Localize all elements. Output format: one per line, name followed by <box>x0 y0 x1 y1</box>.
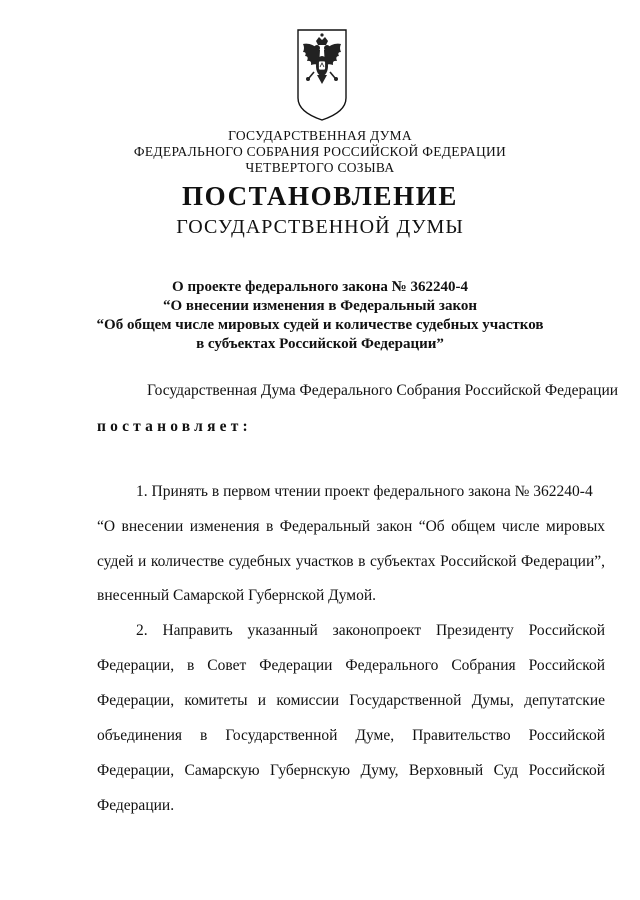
item2-line-1: 2. Направить указанный законопроект Президенту Российской <box>136 622 605 639</box>
item2-line-4: объединения в Государственной Думе, Правительство Российской <box>97 727 605 744</box>
document-title: ПОСТАНОВЛЕНИЕ <box>182 181 458 211</box>
header-line-1: ГОСУДАРСТВЕННАЯ ДУМА <box>228 128 412 143</box>
subject-line-1: О проекте федерального закона № 362240-4 <box>172 279 468 295</box>
item2-line-3: Федерации, комитеты и комиссии Государственной Думы, депутатские <box>97 692 605 709</box>
header-line-2: ФЕДЕРАЛЬНОГО СОБРАНИЯ РОССИЙСКОЙ ФЕДЕРАЦИИ <box>133 144 507 159</box>
subject-line-2: “О внесении изменения в Федеральный закон <box>162 298 478 314</box>
item2-line-6: Федерации. <box>97 797 175 814</box>
header-line-3: ЧЕТВЕРТОГО СОЗЫВА <box>245 160 395 175</box>
item1-line-3: судей и количестве судебных участков в субъектах Российской Федерации”, <box>97 553 605 570</box>
russian-coat-of-arms-icon <box>295 28 349 122</box>
coat-of-arms-emblem <box>295 28 349 122</box>
resolves-word: постановляет: <box>97 418 252 435</box>
item1-line-2: “О внесении изменения в Федеральный закон “Об общем числе мировых <box>97 518 605 535</box>
item1-line-4: внесенный Самарской Губернской Думой. <box>97 587 377 604</box>
intro-text: Государственная Дума Федерального Собрания Российской Федерации <box>147 382 619 399</box>
item2-line-2: Федерации, в Совет Федерации Федерального Собрания Российской <box>97 657 605 674</box>
subject-line-4: в субъектах Российской Федерации” <box>196 336 444 352</box>
subject-line-3: “Об общем числе мировых судей и количестве судебных участков <box>96 317 544 333</box>
item2-line-5: Федерации, Самарскую Губернскую Думу, Верховный Суд Российской <box>97 762 605 779</box>
document-subtitle: ГОСУДАРСТВЕННОЙ ДУМЫ <box>176 216 464 238</box>
item1-line-1: 1. Принять в первом чтении проект федерального закона № 362240-4 <box>136 483 593 500</box>
